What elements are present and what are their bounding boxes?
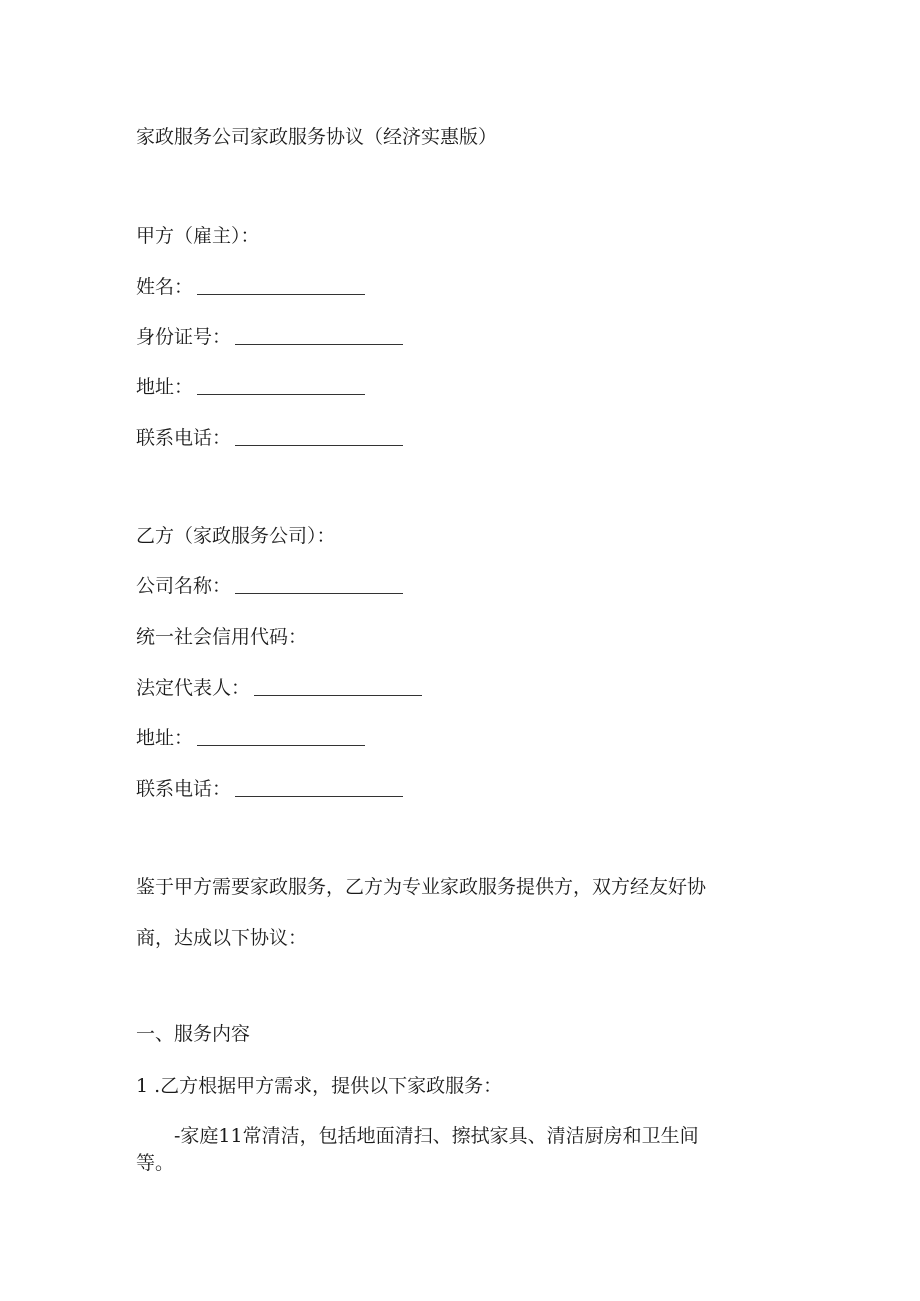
section-1-subitem-line-2: 等。 bbox=[136, 1152, 175, 1174]
party-a-heading: 甲方（雇主）： bbox=[136, 225, 260, 247]
party-b-credit-code-label: 统一社会信用代码： bbox=[136, 626, 308, 648]
document-title: 家政服务公司家政服务协议（经济实惠版） bbox=[136, 126, 498, 148]
section-1-subitem-line-1: -家庭11常清洁，包括地面清扫、擦拭家具、清洁厨房和卫生间 bbox=[174, 1125, 699, 1147]
party-b-phone-blank[interactable] bbox=[235, 776, 403, 797]
party-a-address-label: 地址： bbox=[136, 376, 194, 398]
party-a-name-row bbox=[136, 274, 365, 300]
party-a-name-label: 姓名： bbox=[136, 276, 194, 298]
party-a-address-blank[interactable] bbox=[197, 374, 365, 395]
party-a-phone-blank[interactable] bbox=[235, 425, 403, 446]
party-b-phone-label: 联系电话： bbox=[136, 778, 232, 800]
preamble-line-1: 鉴于甲方需要家政服务，乙方为专业家政服务提供方，双方经友好协 bbox=[136, 876, 707, 898]
party-b-address-blank[interactable] bbox=[197, 725, 365, 746]
party-a-phone-label: 联系电话： bbox=[136, 427, 232, 449]
preamble-line-2: 商，达成以下协议： bbox=[136, 927, 308, 949]
party-a-address-row bbox=[136, 374, 365, 400]
party-b-address-label: 地址： bbox=[136, 727, 194, 749]
party-b-legal-rep-blank[interactable] bbox=[254, 675, 422, 696]
party-a-id-row bbox=[136, 324, 403, 350]
party-b-phone-row bbox=[136, 776, 403, 802]
party-a-id-blank[interactable] bbox=[235, 324, 403, 345]
party-a-name-blank[interactable] bbox=[197, 274, 365, 295]
party-a-phone-row bbox=[136, 425, 403, 451]
party-b-heading: 乙方（家政服务公司）： bbox=[136, 525, 336, 547]
party-b-legal-rep-row bbox=[136, 675, 422, 701]
party-b-legal-rep-label: 法定代表人： bbox=[136, 677, 251, 699]
party-b-company-row bbox=[136, 573, 403, 599]
party-a-id-label: 身份证号： bbox=[136, 326, 232, 348]
party-b-company-blank[interactable] bbox=[235, 573, 403, 594]
section-1-heading: 一、服务内容 bbox=[136, 1023, 251, 1045]
party-b-credit-code-row bbox=[136, 624, 307, 650]
party-b-company-label: 公司名称： bbox=[136, 575, 232, 597]
section-1-item-1: 1 .乙方根据甲方需求，提供以下家政服务： bbox=[136, 1075, 503, 1097]
party-b-address-row bbox=[136, 725, 365, 751]
